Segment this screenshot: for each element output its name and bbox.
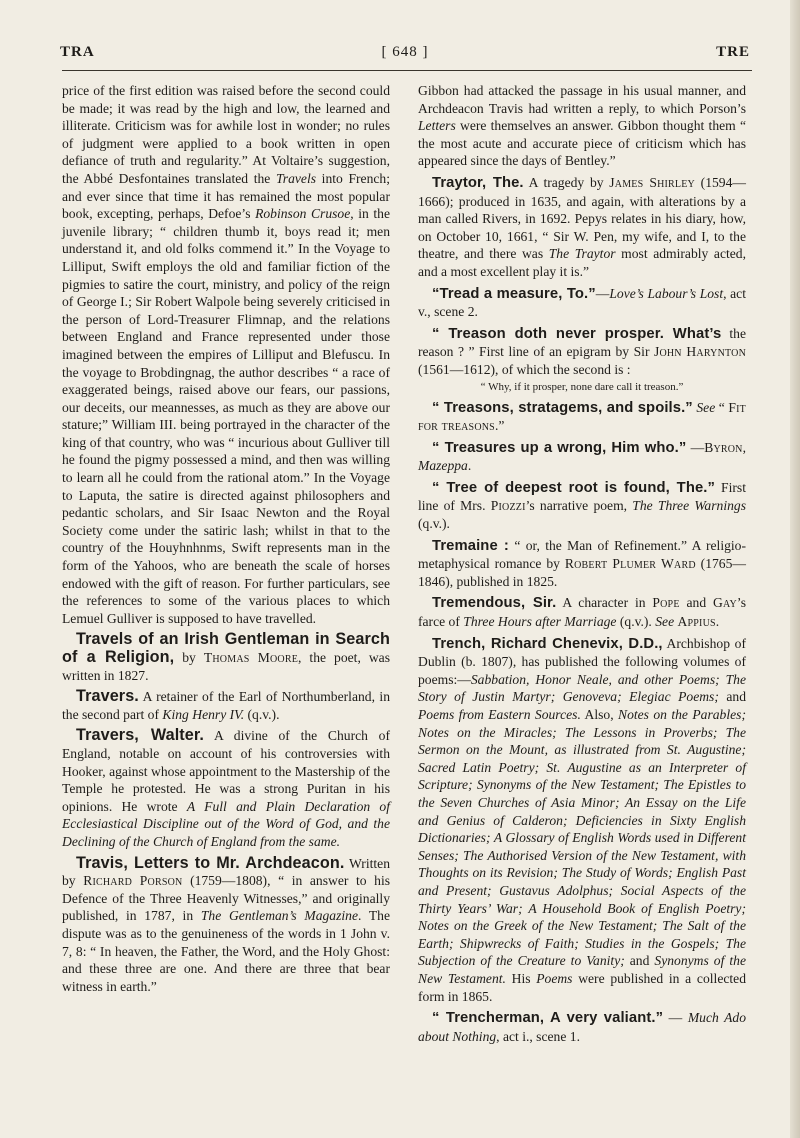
entry-text: The Gentleman’s Magazine [200, 908, 358, 924]
entry-travers-walter [62, 727, 390, 850]
entry-text: Richard Porson [83, 873, 183, 889]
entry-text: the reason ? ” First line of an epigram by Sir [418, 325, 746, 360]
headword: Tremaine : [432, 537, 509, 554]
headword: Travers. [76, 687, 139, 706]
entry-text: Much Ado about Nothing [418, 1010, 746, 1044]
entry-text: His [505, 970, 537, 986]
entry-text: price of the first edition was raised before the second could be made; it was read by the high and low, the learned and illiterate. Criticism was for awhile lost in wonder; no rules of judgment were applied to a book written in open defiance of truth and regularity.” At Voltaire’s suggestion, the Abbé Desfontaines translated the [62, 83, 390, 186]
entry-text: Letters [418, 118, 456, 134]
entry-treasons [418, 399, 746, 435]
entry-text: A character in [556, 595, 653, 611]
entry-text: See [655, 614, 675, 630]
entry-text: , [742, 439, 746, 455]
entry-text: Gibbon had attacked the passage in his usual manner, and Archdeacon Travis had written a reply, to which Porson’s [418, 83, 746, 116]
entry-tread-a-measure [418, 285, 746, 321]
entry-text: . [467, 458, 472, 474]
continued-entry-gulliver [62, 82, 390, 627]
header-rule [62, 70, 752, 71]
entry-text: ’s farce of [418, 595, 746, 630]
entry-text: “ [715, 399, 729, 415]
entry-treason [418, 325, 746, 395]
entry-text: (q.v.). [244, 706, 280, 722]
entry-text: and [624, 953, 655, 969]
entry-text: (q.v.). [616, 614, 656, 630]
entry-text: , act i., scene 1. [496, 1028, 580, 1044]
entry-text: A divine of the Church of England, notable on account of his controversies with Hooker, against whose appointment to the Mastership of the Temple he protested. He was a strong Puritan in his opinions. He wrote [62, 728, 390, 814]
entry-text: Mazeppa [418, 458, 468, 474]
headword: “Tread a measure, To.” [432, 285, 596, 302]
entry-text: (1765—1846), published in 1825. [418, 556, 746, 589]
entry-text: Poems from Eastern Sources. [418, 707, 581, 722]
entry-treasures [418, 439, 746, 475]
page-edge [790, 0, 800, 1138]
entry-text: A retainer of the Earl of Northumberland, in the second part of [62, 689, 390, 722]
left-column [62, 82, 390, 999]
entry-text: Three Hours after Marriage [463, 614, 617, 630]
right-column [418, 82, 746, 1049]
entry-text: Thomas Moore [203, 650, 299, 665]
entry-text: King Henry IV. [162, 706, 245, 722]
running-header [60, 44, 750, 68]
entry-text: John Harynton [653, 344, 746, 360]
headword: Traytor, The. [432, 174, 524, 191]
entry-text: James Shirley [609, 174, 695, 190]
entry-travers [62, 688, 390, 723]
headword: “ Trencherman, A very valiant.” [432, 1010, 664, 1027]
entry-text: Archbishop of Dublin (b. 1807), has published the following volumes of poems:— [418, 635, 746, 687]
entry-text: — [686, 439, 705, 455]
entry-text: . The dispute was as to the genuineness of the words in 1 John v. 7, 8: “ In heaven, the Father, the Word, and the Holy Ghost: and these three are one. And there are three that bear witness in earth.” [62, 908, 390, 994]
entry-text: First line of Mrs. [418, 479, 746, 514]
entry-text: (1759—1808), “ in answer to his Defence of the Three Heavenly Witnesses,” and originally published, in 1787, in [62, 873, 391, 924]
entry-text: , act v., scene 2. [418, 285, 746, 320]
entry-tremendous [418, 594, 746, 630]
entry-text: — [663, 1010, 688, 1026]
entry-travels-irish-gentleman [62, 631, 390, 684]
header-right-word: TRE [716, 44, 750, 60]
entry-text: (1561—1612), of which the second is : [418, 361, 631, 377]
headword: “ Treasons, stratagems, and spoils.” [432, 399, 693, 416]
entry-text: Appius [677, 614, 716, 630]
headword: “ Tree of deepest root is found, The.” [432, 479, 715, 496]
entry-text: . [715, 614, 720, 630]
entry-text: Love’s Labour’s Lost [609, 285, 724, 301]
entry-text: were published in a collected form in 1865. [418, 970, 746, 1004]
page-number: [ 648 ] [381, 44, 429, 60]
entry-text: (q.v.). [418, 516, 450, 532]
entry-text: Sabbation, Honor Neale, and other Poems; The Story of Justin Martyr; Genoveva; Elegiac Poems; [418, 671, 746, 705]
entry-text: and [718, 689, 746, 705]
entry-text: The Traytor [548, 246, 616, 262]
entry-text: into French; and ever since that time it has remained the most popular book, excepting, perhaps, Defoe’s [62, 170, 390, 222]
entry-text: A tragedy by [523, 174, 610, 190]
entry-travis-letters [62, 855, 390, 996]
headword: Travers, Walter. [76, 726, 205, 745]
entry-traytor [418, 174, 746, 281]
entry-text: Synonyms of the New Testament. [418, 953, 746, 986]
entry-trencherman [418, 1009, 746, 1045]
entry-text: Pope [652, 595, 680, 611]
entry-text: A Full and Plain Declaration of Ecclesiastical Discipline out of the Word of God, and the Declining of the Church of England from the same. [62, 798, 391, 849]
entry-text: .” [494, 418, 505, 434]
epigram-quote: “ Why, if it prosper, none dare call it treason.” [480, 380, 684, 393]
entry-text: The Three Warnings [632, 498, 746, 514]
entry-text: Robinson Crusoe [255, 206, 351, 222]
entry-text: Notes on the Parables; Notes on the Miracles; The Lessons in Proverbs; The Sermon on the Mount, as illustrated from St. Augustine; Sacred Latin Poetry; St. Augustine as an Interpreter of Scripture; Synonyms of the New Testament; The Epistles to the Seven Churches of Asia Minor; An Essay on the Life and Genius of Calderon; Deficiencies in Sixty English Dictionaries; A Glossary of English Words used in Different Senses; The Authorised Version of the New Testament, with Thoughts on its Revision; The Study of Words; English Past and Present; Gustavus Adolphus; Social Aspects of the Thirty Years’ War; A Household Book of English Poetry; Notes on the Greek of the New Testament; The Salt of the Earth; Shipwrecks of Faith; Studies in the Gospels; The Subjection of the Creature to Vanity; [418, 707, 746, 969]
entry-tree [418, 479, 746, 533]
entry-text: , the poet, was written in 1827. [62, 650, 390, 683]
header-left-word: TRA [60, 44, 95, 60]
entry-text: Travels [275, 170, 317, 186]
entry-text: Also, [580, 707, 618, 722]
entry-text: — [595, 285, 610, 301]
headword: “ Treason doth never prosper. What’s [432, 325, 722, 342]
entry-text: Fit for treasons [418, 399, 746, 434]
entry-text: (1594—1666); produced in 1635, and again, with alterations by a man called Rivers, in 1692. Pepys relates in his diary, how, on October 10, 1661, “ Sir W. Pen, my wife, and I, to the theatre, and there was [418, 174, 746, 262]
entry-tremaine [418, 537, 746, 591]
entry-text: by [174, 650, 204, 665]
entry-text: ’s narrative poem, [525, 498, 633, 514]
entry-trench [418, 635, 746, 1005]
entry-text: “ or, the Man of Refinement.” A religio-metaphysical romance by [418, 537, 747, 572]
headword: “ Treasures up a wrong, Him who.” [432, 439, 687, 456]
entry-text: Robert Plumer Ward [564, 556, 696, 572]
entry-text: Byron [704, 439, 743, 455]
entry-text: and [679, 595, 713, 611]
entry-text: Poems [536, 970, 573, 986]
headword: Tremendous, Sir. [432, 595, 557, 612]
entry-text: , in the juvenile library; “ children thumb it, boys read it; men understand it, and old folks commend it.” In the Voyage to Lilliput, Swift employs the old and familiar fiction of the pigmies to satire the court, ministry, and policy of the reign of George I.; Sir Robert Walpole being severely criticised in the person of Lord-Treasurer Flimnap, and the relations between England and France represented under those imagined between the empires of Lilliput and Blefuscu. In the voyage to Brobdingnag, the author describes “ a race of exaggerated beings, raised above our fears, our passions, our deceits, our meannesses, as much as they are above our stature;” William III. being portrayed in the character of the king of that country, who was “ incurious about Gulliver till he found the pigmy possessed a mind, and then was willing to learn all he could from the rational atom.” In the Voyage to Laputa, the satire is directed against philosophers and pedantic scholars, and Sir Isaac Newton and the Royal Society come under the satiric lash; whilst in that to the country of the Houyhnhnms, Swift represents man in the form of the Yahoos, who are beneath the scale of horses endowed with the gift of reason. For further particulars, see the references to some of the various places to which Lemuel Gulliver is supposed to have travelled. [62, 206, 390, 626]
continued-entry-travis [418, 82, 746, 170]
entry-text: most admirably acted, and a most excellent play it is.” [418, 246, 746, 279]
entry-text: Written by [62, 855, 390, 889]
entry-text: were themselves an answer. Gibbon thought them “ the most acute and accurate piece of criticism which has appeared since the days of Bentley.” [418, 118, 746, 169]
headword: Travis, Letters to Mr. Archdeacon. [76, 853, 345, 872]
entry-text: Piozzi [490, 498, 526, 514]
headword: Trench, Richard Chenevix, D.D., [432, 635, 663, 652]
entry-text: See [696, 399, 716, 415]
headword: Travels of an Irish Gentleman in Search of a Religion, [62, 630, 390, 666]
entry-text: Gay [712, 595, 737, 611]
